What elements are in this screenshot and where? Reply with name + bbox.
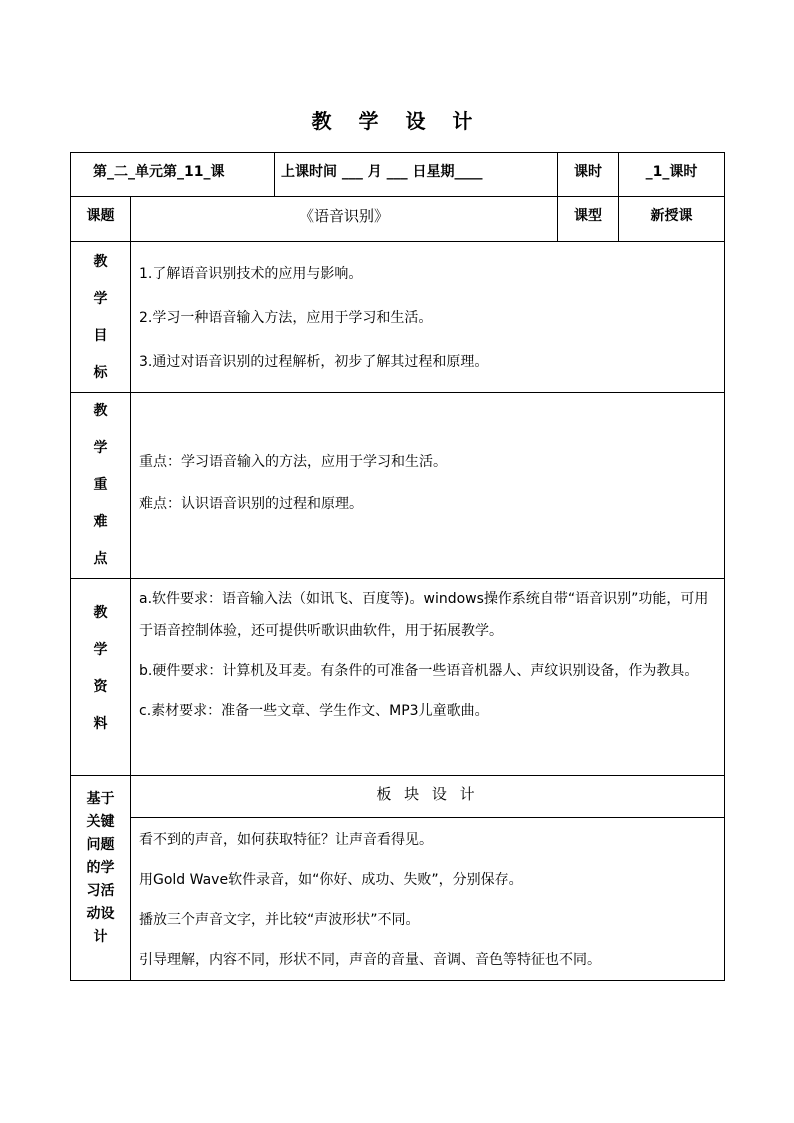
board-title-row xyxy=(71,776,725,818)
lesson-type-value: 新授课 xyxy=(619,197,725,242)
document-title: 教 学 设 计 xyxy=(311,109,483,133)
objective-item: 3.通过对语音识别的过程解析，初步了解其过程和原理。 xyxy=(139,354,489,370)
activities-label: 基于 关键 问题 的学 习活 动设 计 xyxy=(71,776,131,981)
objectives-label: 教 学 目 标 xyxy=(71,242,131,393)
materials-label: 教 学 资 料 xyxy=(71,579,131,776)
activity-item: 用Gold Wave软件录音，如“你好、成功、失败”，分别保存。 xyxy=(139,872,523,888)
topic-value: 《语音识别》 xyxy=(131,197,558,242)
topic-label: 课题 xyxy=(71,197,131,242)
materials-content xyxy=(131,579,725,776)
key-point-item: 难点：认识语音识别的过程和原理。 xyxy=(139,496,363,512)
material-item: b.硬件要求：计算机及耳麦。有条件的可准备一些语音机器人、声纹识别设备，作为教具。 xyxy=(139,663,699,679)
objective-item: 2.学习一种语音输入方法，应用于学习和生活。 xyxy=(139,310,433,326)
lesson-type-label: 课型 xyxy=(558,197,619,242)
activity-item: 看不到的声音，如何获取特征？让声音看得见。 xyxy=(139,832,433,848)
period-value: _1_课时 xyxy=(619,153,725,197)
key-points-label: 教 学 重 难 点 xyxy=(71,393,131,579)
material-item: c.素材要求：准备一些文章、学生作文、MP3儿童歌曲。 xyxy=(139,703,489,719)
lesson-plan-table xyxy=(70,152,725,981)
unit-lesson-cell: 第_二_单元第_11_课 xyxy=(71,153,275,197)
objectives-row xyxy=(71,242,725,393)
topic-row xyxy=(71,197,725,242)
board-design-title: 板 块 设 计 xyxy=(131,776,725,818)
key-points-row xyxy=(71,393,725,579)
key-point-item: 重点：学习语音输入的方法，应用于学习和生活。 xyxy=(139,454,447,470)
activities-row xyxy=(71,818,725,981)
activity-item: 播放三个声音文字，并比较“声波形状”不同。 xyxy=(139,912,420,928)
objectives-content xyxy=(131,242,725,393)
objective-item: 1.了解语音识别技术的应用与影响。 xyxy=(139,266,363,282)
key-points-content xyxy=(131,393,725,579)
class-time-cell: 上课时间 ___ 月 ___ 日星期____ xyxy=(275,153,558,197)
period-label: 课时 xyxy=(558,153,619,197)
materials-row xyxy=(71,579,725,776)
header-row xyxy=(71,153,725,197)
material-item: a.软件要求：语音输入法（如讯飞、百度等)。windows操作系统自带“语音识别”功能，可用于语音控制体验，还可提供听歌识曲软件，用于拓展教学。 xyxy=(139,591,709,639)
activities-content xyxy=(131,818,725,981)
activity-item: 引导理解，内容不同，形状不同，声音的音量、音调、音色等特征也不同。 xyxy=(139,952,601,968)
